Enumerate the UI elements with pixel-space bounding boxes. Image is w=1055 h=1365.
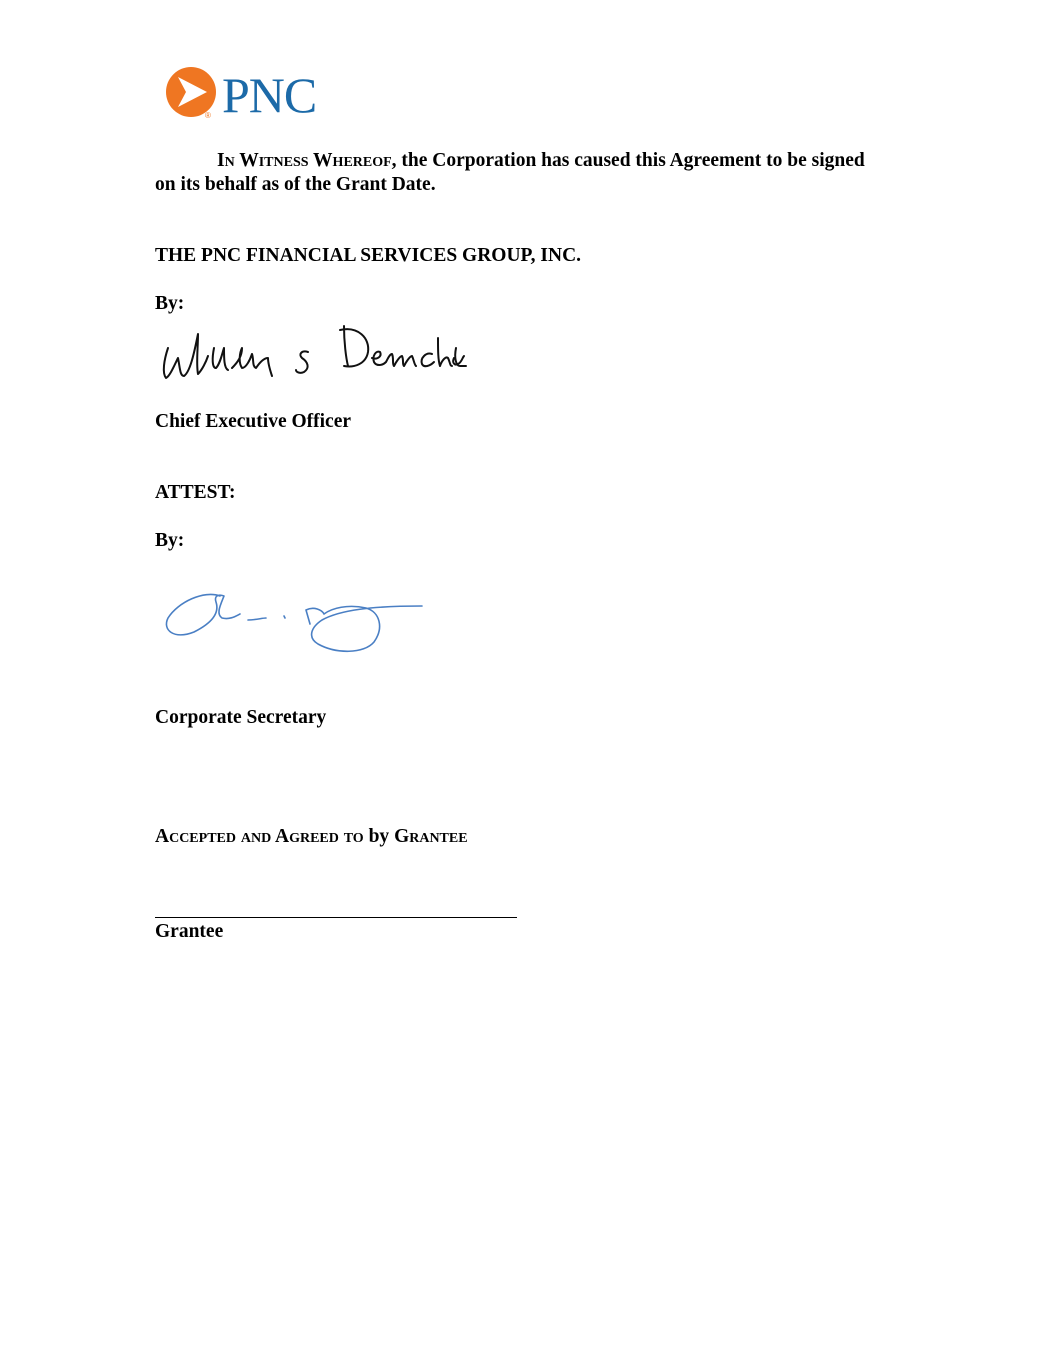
attest-label: ATTEST: — [155, 482, 236, 503]
pnc-logo — [164, 66, 344, 122]
company-name: THE PNC FINANCIAL SERVICES GROUP, INC. — [155, 245, 582, 266]
grantee-word: Grantee — [394, 826, 468, 847]
grantee-label: Grantee — [155, 921, 224, 942]
registered-mark: ® — [205, 111, 211, 120]
by-word: by — [363, 826, 395, 847]
ceo-by-label: By: — [155, 293, 185, 314]
witness-lead: In Witness Whereof — [217, 150, 392, 171]
secretary-signature — [160, 588, 430, 660]
witness-rest: , the Corporation has caused this Agreement to be signed on its behalf as of the Grant Date. — [155, 150, 865, 195]
acceptance-label — [155, 825, 468, 849]
secretary-title: Corporate Secretary — [155, 707, 327, 728]
pnc-logo-wordmark: PNC — [222, 67, 317, 122]
grantee-signature-line[interactable] — [155, 917, 517, 918]
ceo-title: Chief Executive Officer — [155, 411, 352, 432]
witness-paragraph — [155, 149, 875, 197]
ceo-signature — [158, 318, 468, 388]
secretary-by-label: By: — [155, 530, 185, 551]
accepted-and-agreed: Accepted and Agreed to — [155, 826, 364, 847]
